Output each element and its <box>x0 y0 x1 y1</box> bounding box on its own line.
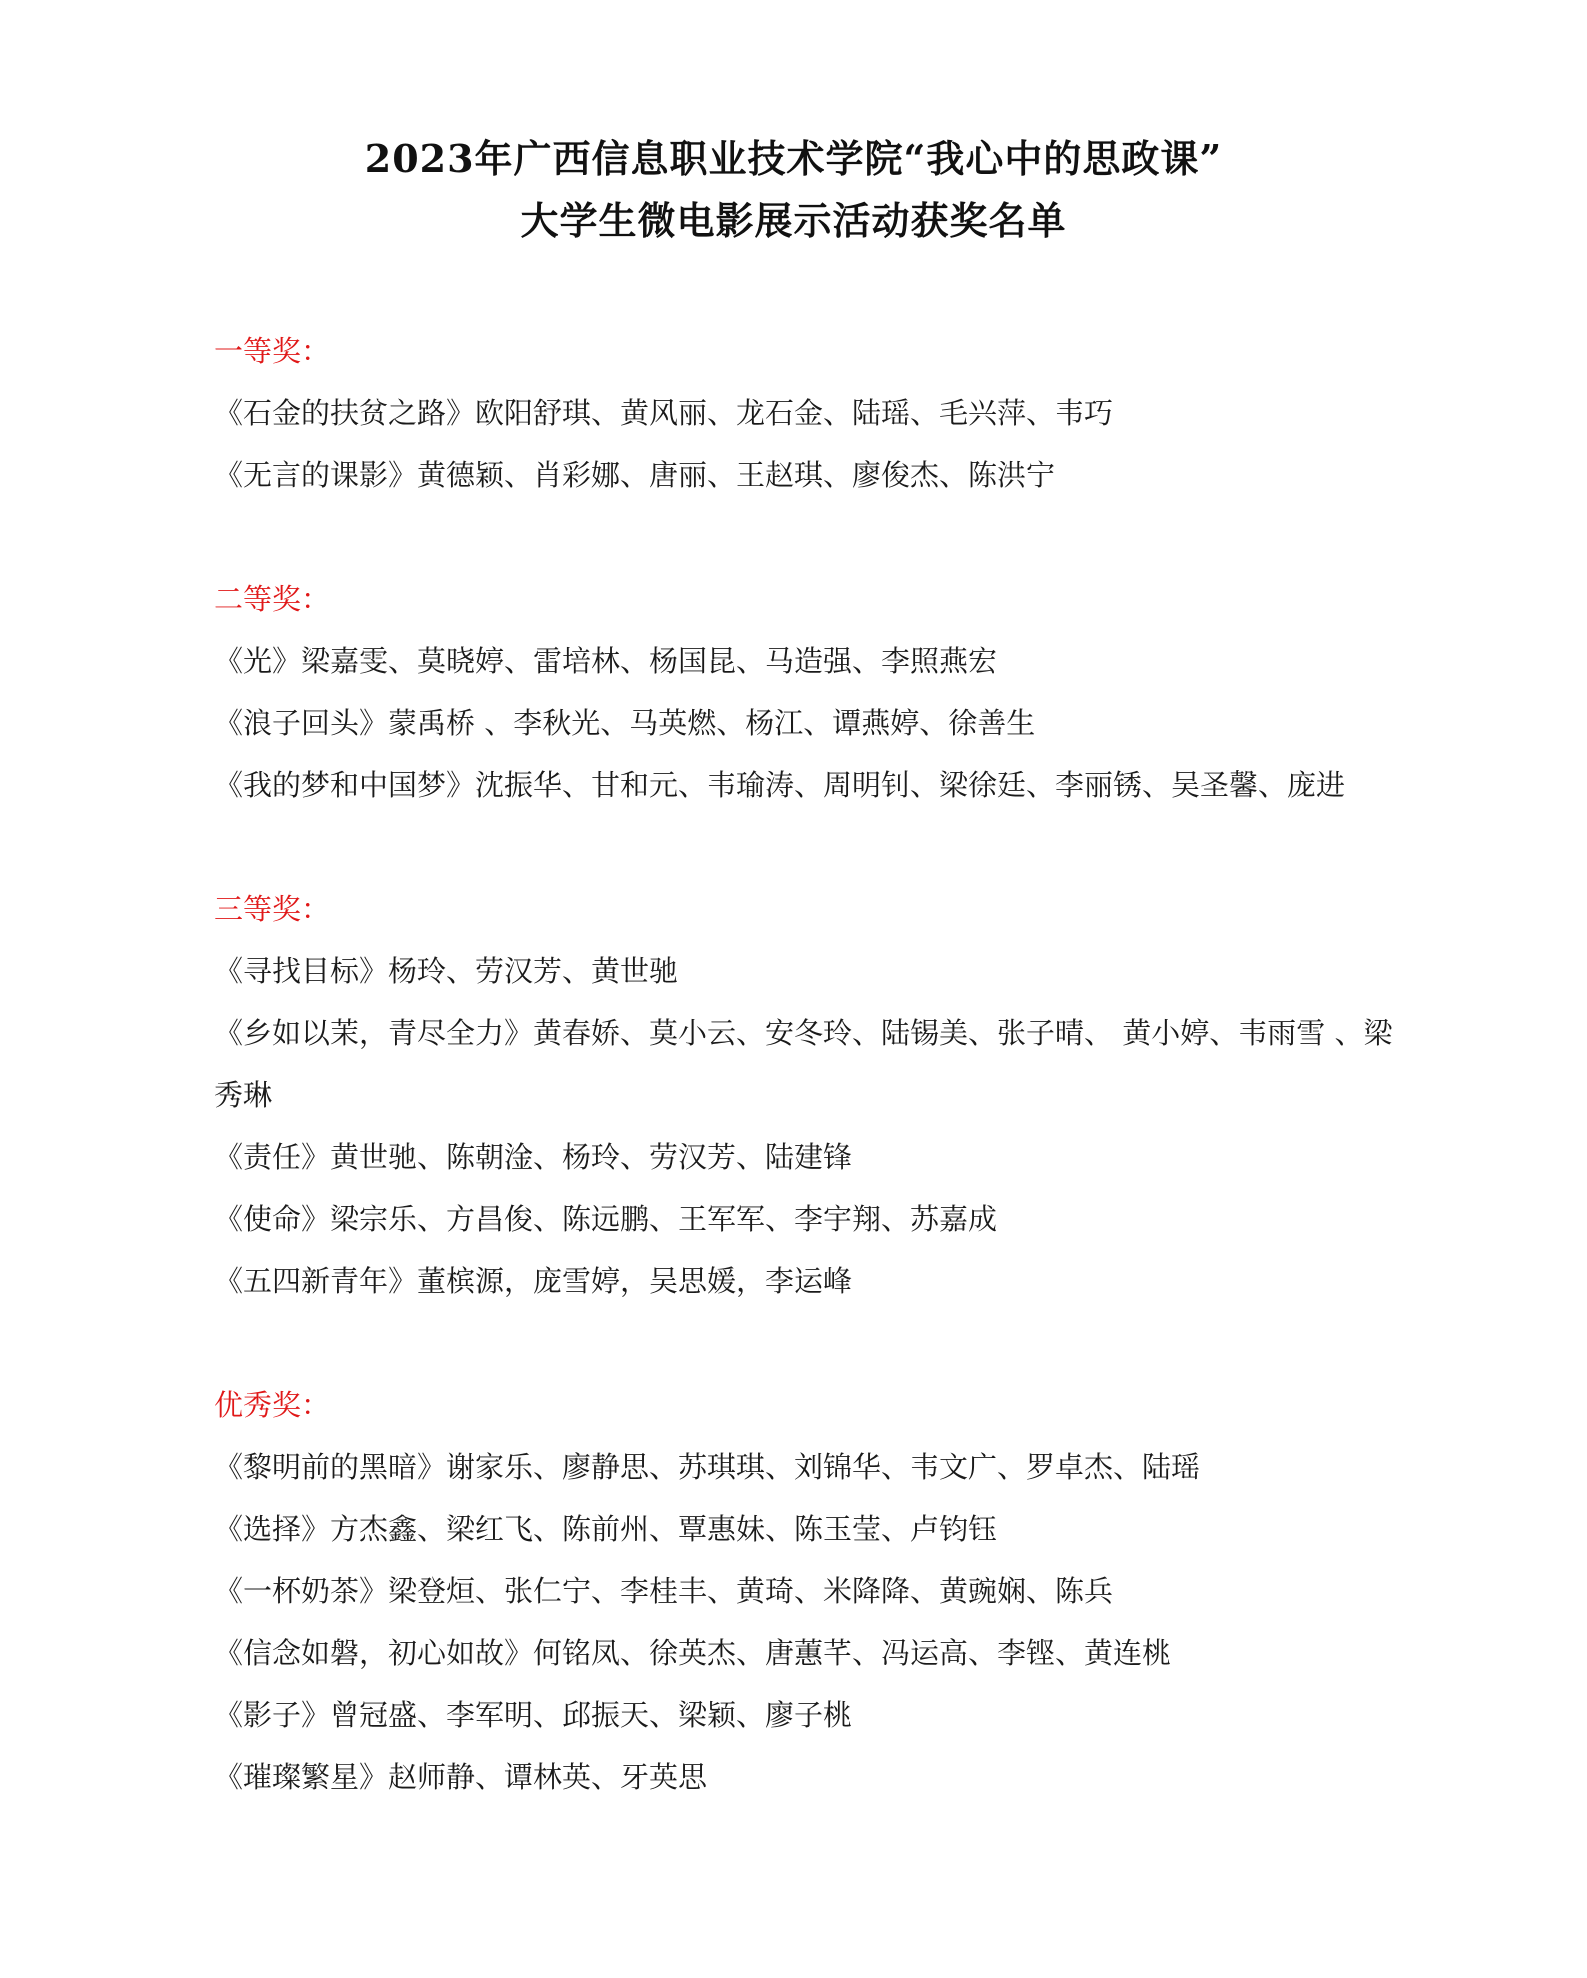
award-entry: 《责任》黄世驰、陈朝淦、杨玲、劳汉芳、陆建锋 <box>214 1140 853 1174</box>
title-line-2: 大学生微电影展示活动获奖名单 <box>520 198 1067 243</box>
award-entry: 《浪子回头》蒙禹桥 、李秋光、马英燃、杨江、谭燕婷、徐善生 <box>214 706 1036 740</box>
award-entry: 《石金的扶贫之路》欧阳舒琪、黄风丽、龙石金、陆瑶、毛兴萍、韦巧 <box>214 396 1114 430</box>
award-section-second <box>214 568 1414 816</box>
award-entry: 《璀璨繁星》赵师静、谭林英、牙英思 <box>214 1760 708 1794</box>
award-entry: 《选择》方杰鑫、梁红飞、陈前州、覃惠妹、陈玉莹、卢钧钰 <box>214 1512 998 1546</box>
section-heading: 二等奖： <box>214 582 331 616</box>
award-section-third <box>214 878 1414 1312</box>
document-title <box>0 128 1587 252</box>
award-entry: 《影子》曾冠盛、李军明、邱振天、梁颖、廖子桃 <box>214 1698 853 1732</box>
award-entry: 《光》梁嘉雯、莫晓婷、雷培林、杨国昆、马造强、李照燕宏 <box>214 644 998 678</box>
award-entry: 《使命》梁宗乐、方昌俊、陈远鹏、王军军、李宇翔、苏嘉成 <box>214 1202 998 1236</box>
award-entry: 《五四新青年》董槟源，庞雪婷，吴思媛，李运峰 <box>214 1264 853 1298</box>
award-entry: 《黎明前的黑暗》谢家乐、廖静思、苏琪琪、刘锦华、韦文广、罗卓杰、陆瑶 <box>214 1450 1201 1484</box>
section-heading: 一等奖： <box>214 334 331 368</box>
award-entry: 《寻找目标》杨玲、劳汉芳、黄世驰 <box>214 954 679 988</box>
award-list <box>214 320 1414 1870</box>
award-entry: 《我的梦和中国梦》沈振华、甘和元、韦瑜涛、周明钊、梁徐廷、李丽锈、吴圣馨、庞进 <box>214 768 1346 802</box>
award-entry: 《无言的课影》黄德颖、肖彩娜、唐丽、王赵琪、廖俊杰、陈洪宁 <box>214 458 1056 492</box>
section-heading: 优秀奖： <box>214 1388 331 1422</box>
title-line-1: 2023年广西信息职业技术学院“我心中的思政课” <box>364 136 1223 181</box>
award-entry: 《乡如以茉，青尽全力》黄春娇、莫小云、安冬玲、陆锡美、张子晴、 黄小婷、韦雨雪 、梁秀琳 <box>214 1016 1393 1112</box>
award-entry: 《一杯奶茶》梁登烜、张仁宁、李桂丰、黄琦、米降降、黄豌娴、陈兵 <box>214 1574 1114 1608</box>
section-heading: 三等奖： <box>214 892 331 926</box>
award-entry: 《信念如磐，初心如故》何铭凤、徐英杰、唐蕙芊、冯运高、李铿、黄连桃 <box>214 1636 1172 1670</box>
award-section-first <box>214 320 1414 506</box>
award-section-excellence <box>214 1374 1414 1808</box>
